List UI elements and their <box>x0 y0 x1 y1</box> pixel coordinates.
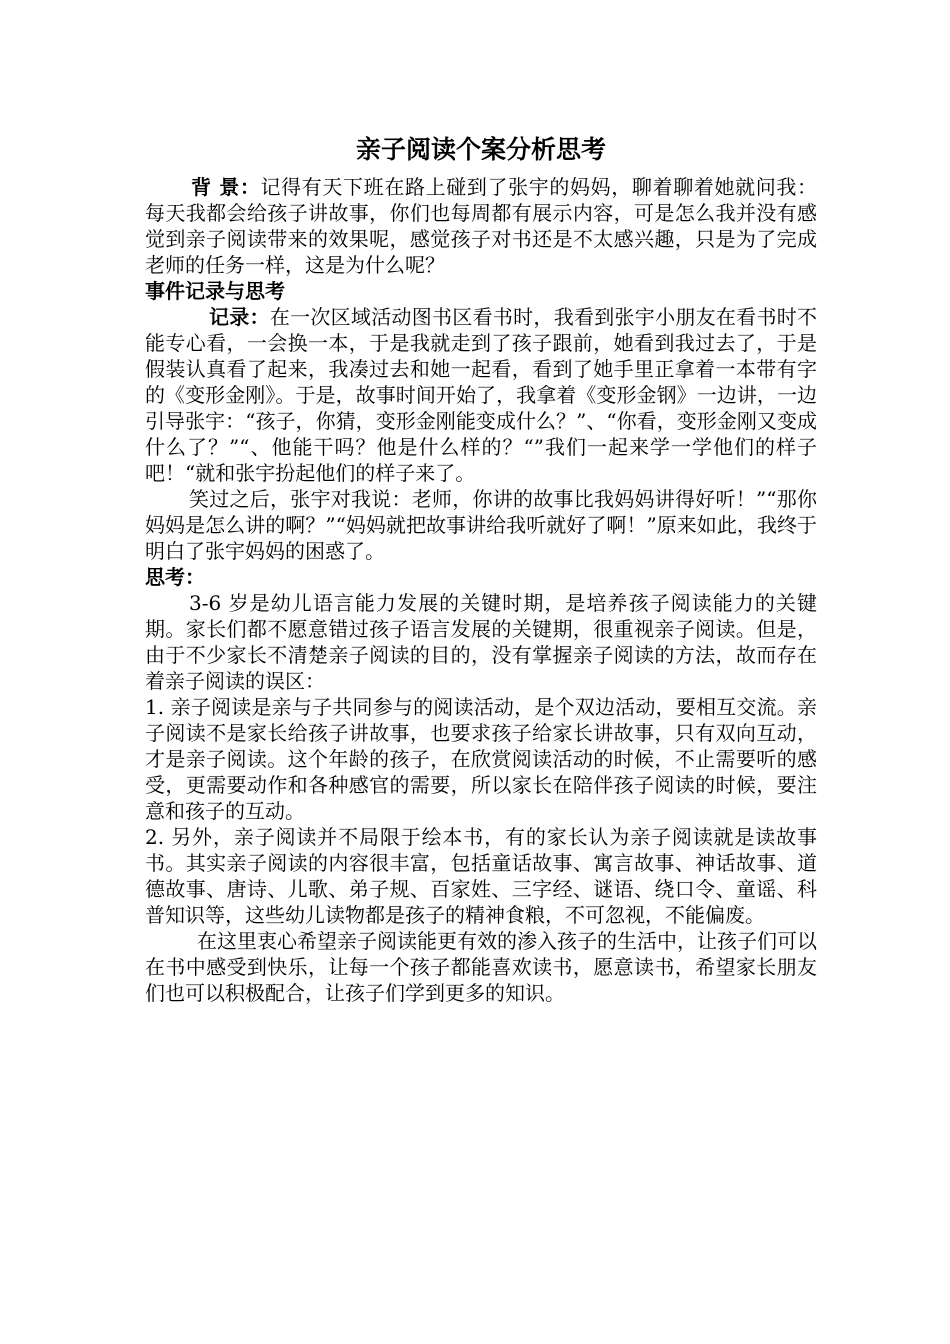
background-label: 背 景： <box>191 175 261 199</box>
record-paragraph-2: 笑过之后，张宇对我说：老师，你讲的故事比我妈妈讲得好听！”“那你妈妈是怎么讲的啊？”“妈妈就把故事讲给我听就好了啊！”原来如此，我终于明白了张宇妈妈的困惑了。 <box>145 487 817 563</box>
point-2-paragraph: 2. 另外，亲子阅读并不局限于绘本书，有的家长认为亲子阅读就是读故事书。其实亲子阅读的内容很丰富，包括童话故事、寓言故事、神话故事、道德故事、唐诗、儿歌、弟子规、百家姓、三字经、谜语、绕口令、童谣、科普知识等，这些幼儿读物都是孩子的精神食粮，不可忽视，不能偏废。 <box>145 825 817 927</box>
section-heading-think: 思考： <box>145 565 205 589</box>
think-intro-paragraph: 3-6 岁是幼儿语言能力发展的关键时期，是培养孩子阅读能力的关键期。家长们都不愿意错过孩子语言发展的关键期，很重视亲子阅读。但是，由于不少家长不清楚亲子阅读的目的，没有掌握亲子阅读的方法，故而存在着亲子阅读的误区： <box>145 591 817 693</box>
record-text: 在一次区域活动图书区看书时，我看到张宇小朋友在看书时不能专心看，一会换一本，于是我就走到了孩子跟前，她看到我过去了，于是假装认真看了起来，我凑过去和她一起看，看到了她手里正拿着一本带有字的《变形金刚》。于是，故事时间开始了，我拿着《变形金钢》一边讲，一边引导张宇：“孩子，你猜，变形金刚能变成什么？”、“你看，变形金刚又变成什么了？”“、他能干吗？他是什么样的？“”我们一起来学一学他们的样子吧！“就和张宇扮起他们的样子来了。 <box>145 305 818 485</box>
document-body <box>145 132 817 1006</box>
record-label: 记录： <box>209 305 270 329</box>
section-heading-record: 事件记录与思考 <box>145 279 285 303</box>
record-paragraph <box>145 304 817 486</box>
background-paragraph <box>145 174 817 278</box>
page-title: 亲子阅读个案分析思考 <box>355 135 606 164</box>
point-1-paragraph: 1. 亲子阅读是亲与子共同参与的阅读活动，是个双边活动，要相互交流。亲子阅读不是家长给孩子讲故事，也要求孩子给家长讲故事，只有双向互动，才是亲子阅读。这个年龄的孩子，在欣赏阅读活动的时候，不止需要听的感受，更需要动作和各种感官的需要，所以家长在陪伴孩子阅读的时候，要注意和孩子的互动。 <box>145 695 817 823</box>
background-text: 记得有天下班在路上碰到了张宇的妈妈，聊着聊着她就问我：每天我都会给孩子讲故事，你们也每周都有展示内容，可是怎么我并没有感觉到亲子阅读带来的效果呢，感觉孩子对书还是不太感兴趣，只是为了完成老师的任务一样，这是为什么呢？ <box>145 175 818 277</box>
conclusion-paragraph: 在这里衷心希望亲子阅读能更有效的渗入孩子的生活中，让孩子们可以在书中感受到快乐，让每一个孩子都能喜欢读书，愿意读书，希望家长朋友们也可以积极配合，让孩子们学到更多的知识。 <box>145 929 817 1005</box>
